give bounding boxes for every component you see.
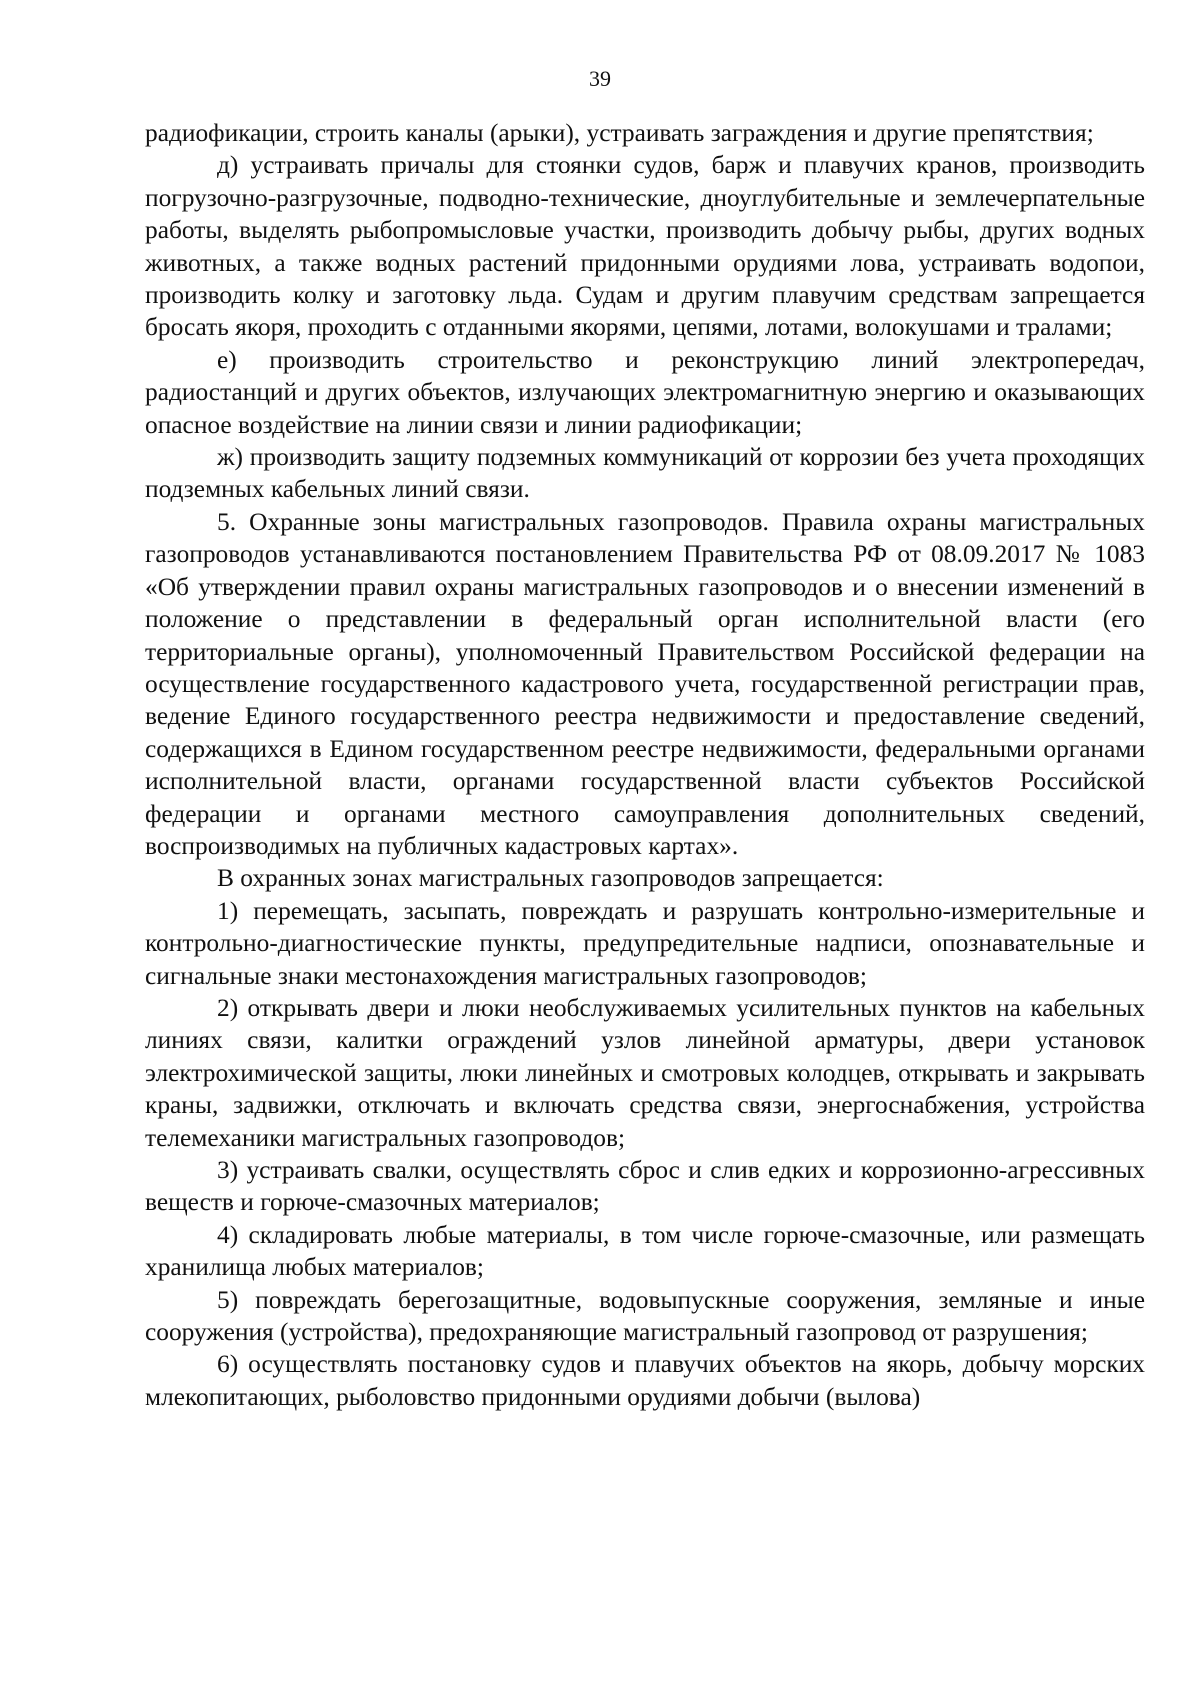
paragraph-item-zh: ж) производить защиту подземных коммуникаций от коррозии без учета проходящих подземных кабельных линий связи.: [145, 443, 1145, 504]
paragraph-item-2: 2) открывать двери и люки необслуживаемых усилительных пунктов на кабельных линиях связи, калитки ограждений узлов линейной арматуры, двери установок электрохимической защиты, люки линейных и смотровых колодцев, открывать и закрывать краны, задвижки, отключать и включать средства связи, энергоснабжения, устройства телемеханики магистральных газопроводов;: [145, 993, 1145, 1152]
paragraph-item-3: 3) устраивать свалки, осуществлять сброс и слив едких и коррозионно-агрессивных веществ и горюче-смазочных материалов;: [145, 1156, 1145, 1217]
paragraph-section-5: 5. Охранные зоны магистральных газопроводов. Правила охраны магистральных газопроводов устанавливаются постановлением Правительства РФ от 08.09.2017 № 1083 «Об утверждении правил охраны магистральных газопроводов и о внесении изменений в положение о представлении в федеральный орган исполнительной власти (его территориальные органы), уполномоченный Правительством Российской федерации на осуществление государственного кадастрового учета, государственной регистрации прав, ведение Единого государственного реестра недвижимости и предоставление сведений, содержащихся в Едином государственном реестре недвижимости, федеральными органами исполнительной власти, органами государственной власти субъектов Российской федерации и органами местного самоуправления дополнительных сведений, воспроизводимых на публичных кадастровых картах».: [145, 507, 1145, 860]
paragraph-item-4: 4) складировать любые материалы, в том числе горюче-смазочные, или размещать хранилища любых материалов;: [145, 1220, 1145, 1282]
paragraph-item-6: 6) осуществлять постановку судов и плавучих объектов на якорь, добычу морских млекопитающих, рыболовство придонными орудиями добычи (вылова): [145, 1350, 1145, 1411]
paragraph-item-1: 1) перемещать, засыпать, повреждать и разрушать контрольно-измерительные и контрольно-диагностические пункты, предупредительные надписи, опознавательные и сигнальные знаки местонахождения магистральных газопроводов;: [145, 896, 1145, 990]
paragraph-item-e: е) производить строительство и реконструкцию линий электропередач, радиостанций и других объектов, излучающих электромагнитную энергию и оказывающих опасное воздействие на линии связи и линии радиофикации;: [145, 345, 1145, 439]
paragraph-prohibitions-intro: В охранных зонах магистральных газопроводов запрещается:: [217, 864, 884, 893]
paragraph-item-d: д) устраивать причалы для стоянки судов, барж и плавучих кранов, производить погрузочно-разгрузочные, подводно-технические, дноуглубительные и землечерпательные работы, выделять рыбопромысловые участки, производить добычу рыбы, других водных животных, а также водных растений придонными орудиями лова, устраивать водопои, производить колку и заготовку льда. Судам и другим плавучим средствам запрещается бросать якоря, проходить с отданными якорями, цепями, лотами, волокушами и тралами;: [145, 151, 1145, 342]
page-number: 39: [589, 66, 611, 91]
paragraph-item-5: 5) повреждать берегозащитные, водовыпускные сооружения, земляные и иные сооружения (устройства), предохраняющие магистральный газопровод от разрушения;: [145, 1285, 1145, 1347]
paragraph-continuation: радиофикации, строить каналы (арыки), устраивать заграждения и другие препятствия;: [145, 119, 1094, 147]
document-body: [145, 117, 1145, 1413]
